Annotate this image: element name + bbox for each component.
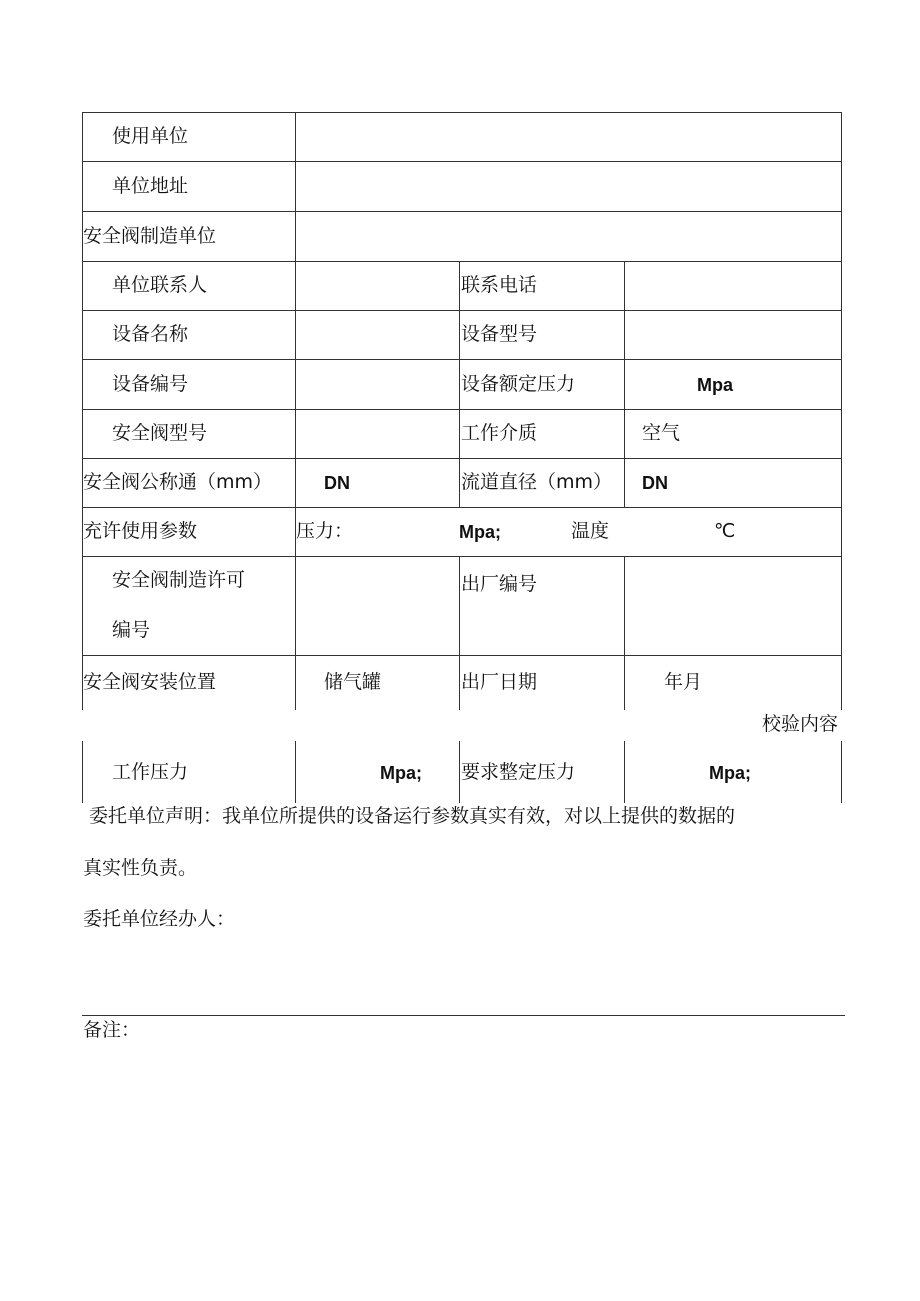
label-install-position: 安全阀安装位置 bbox=[83, 671, 217, 693]
declaration-agent: 委托单位经办人： bbox=[83, 908, 236, 930]
label-valve-manufacturer: 安全阀制造单位 bbox=[83, 225, 217, 247]
label-working-medium: 工作介质 bbox=[461, 422, 538, 444]
label-pressure: 压力： bbox=[296, 520, 354, 542]
value-flow-diameter: DN bbox=[642, 473, 668, 493]
label-allowed-params: 充许使用参数 bbox=[83, 520, 198, 542]
label-device-name: 设备名称 bbox=[112, 323, 189, 345]
declaration-line1: 委托单位声明：我单位所提供的设备运行参数真实有效，对以上提供的数据的 bbox=[89, 805, 736, 827]
label-rated-pressure: 设备额定压力 bbox=[461, 373, 576, 395]
value-working-pressure-unit: Mpa; bbox=[380, 763, 422, 783]
label-device-number: 设备编号 bbox=[112, 373, 189, 395]
label-valve-model: 安全阀型号 bbox=[112, 422, 208, 444]
value-factory-date: 年月 bbox=[664, 671, 703, 693]
remarks-label: 备注： bbox=[83, 1019, 141, 1041]
label-license-line1: 安全阀制造许可 bbox=[112, 569, 246, 591]
label-contact-phone: 联系电话 bbox=[461, 274, 538, 296]
remarks-divider bbox=[82, 1015, 845, 1016]
value-pressure-unit: Mpa; bbox=[459, 522, 501, 542]
verification-title: 校验内容 bbox=[762, 713, 839, 735]
value-working-medium: 空气 bbox=[642, 422, 681, 444]
label-user-unit: 使用单位 bbox=[112, 125, 189, 147]
label-working-pressure: 工作压力 bbox=[112, 761, 189, 783]
label-required-set-pressure: 要求整定压力 bbox=[461, 761, 576, 783]
label-unit-address: 单位地址 bbox=[112, 175, 189, 197]
label-factory-date: 出厂日期 bbox=[461, 671, 538, 693]
value-required-set-pressure-unit: Mpa; bbox=[709, 763, 751, 783]
label-license-line2: 编号 bbox=[112, 619, 151, 641]
value-install-position: 储气罐 bbox=[324, 671, 382, 693]
label-contact-person: 单位联系人 bbox=[112, 274, 208, 296]
value-temperature-unit: ℃ bbox=[714, 520, 736, 542]
label-nominal-diameter: 安全阀公称通（mm） bbox=[83, 471, 273, 493]
label-flow-diameter: 流道直径（mm） bbox=[461, 471, 613, 493]
label-device-model: 设备型号 bbox=[461, 323, 538, 345]
label-factory-number: 出厂编号 bbox=[461, 573, 538, 595]
label-temperature: 温度 bbox=[571, 520, 610, 542]
value-nominal-diameter: DN bbox=[324, 473, 350, 493]
value-rated-pressure-unit: Mpa bbox=[697, 375, 733, 395]
declaration-line2: 真实性负责。 bbox=[83, 857, 198, 879]
